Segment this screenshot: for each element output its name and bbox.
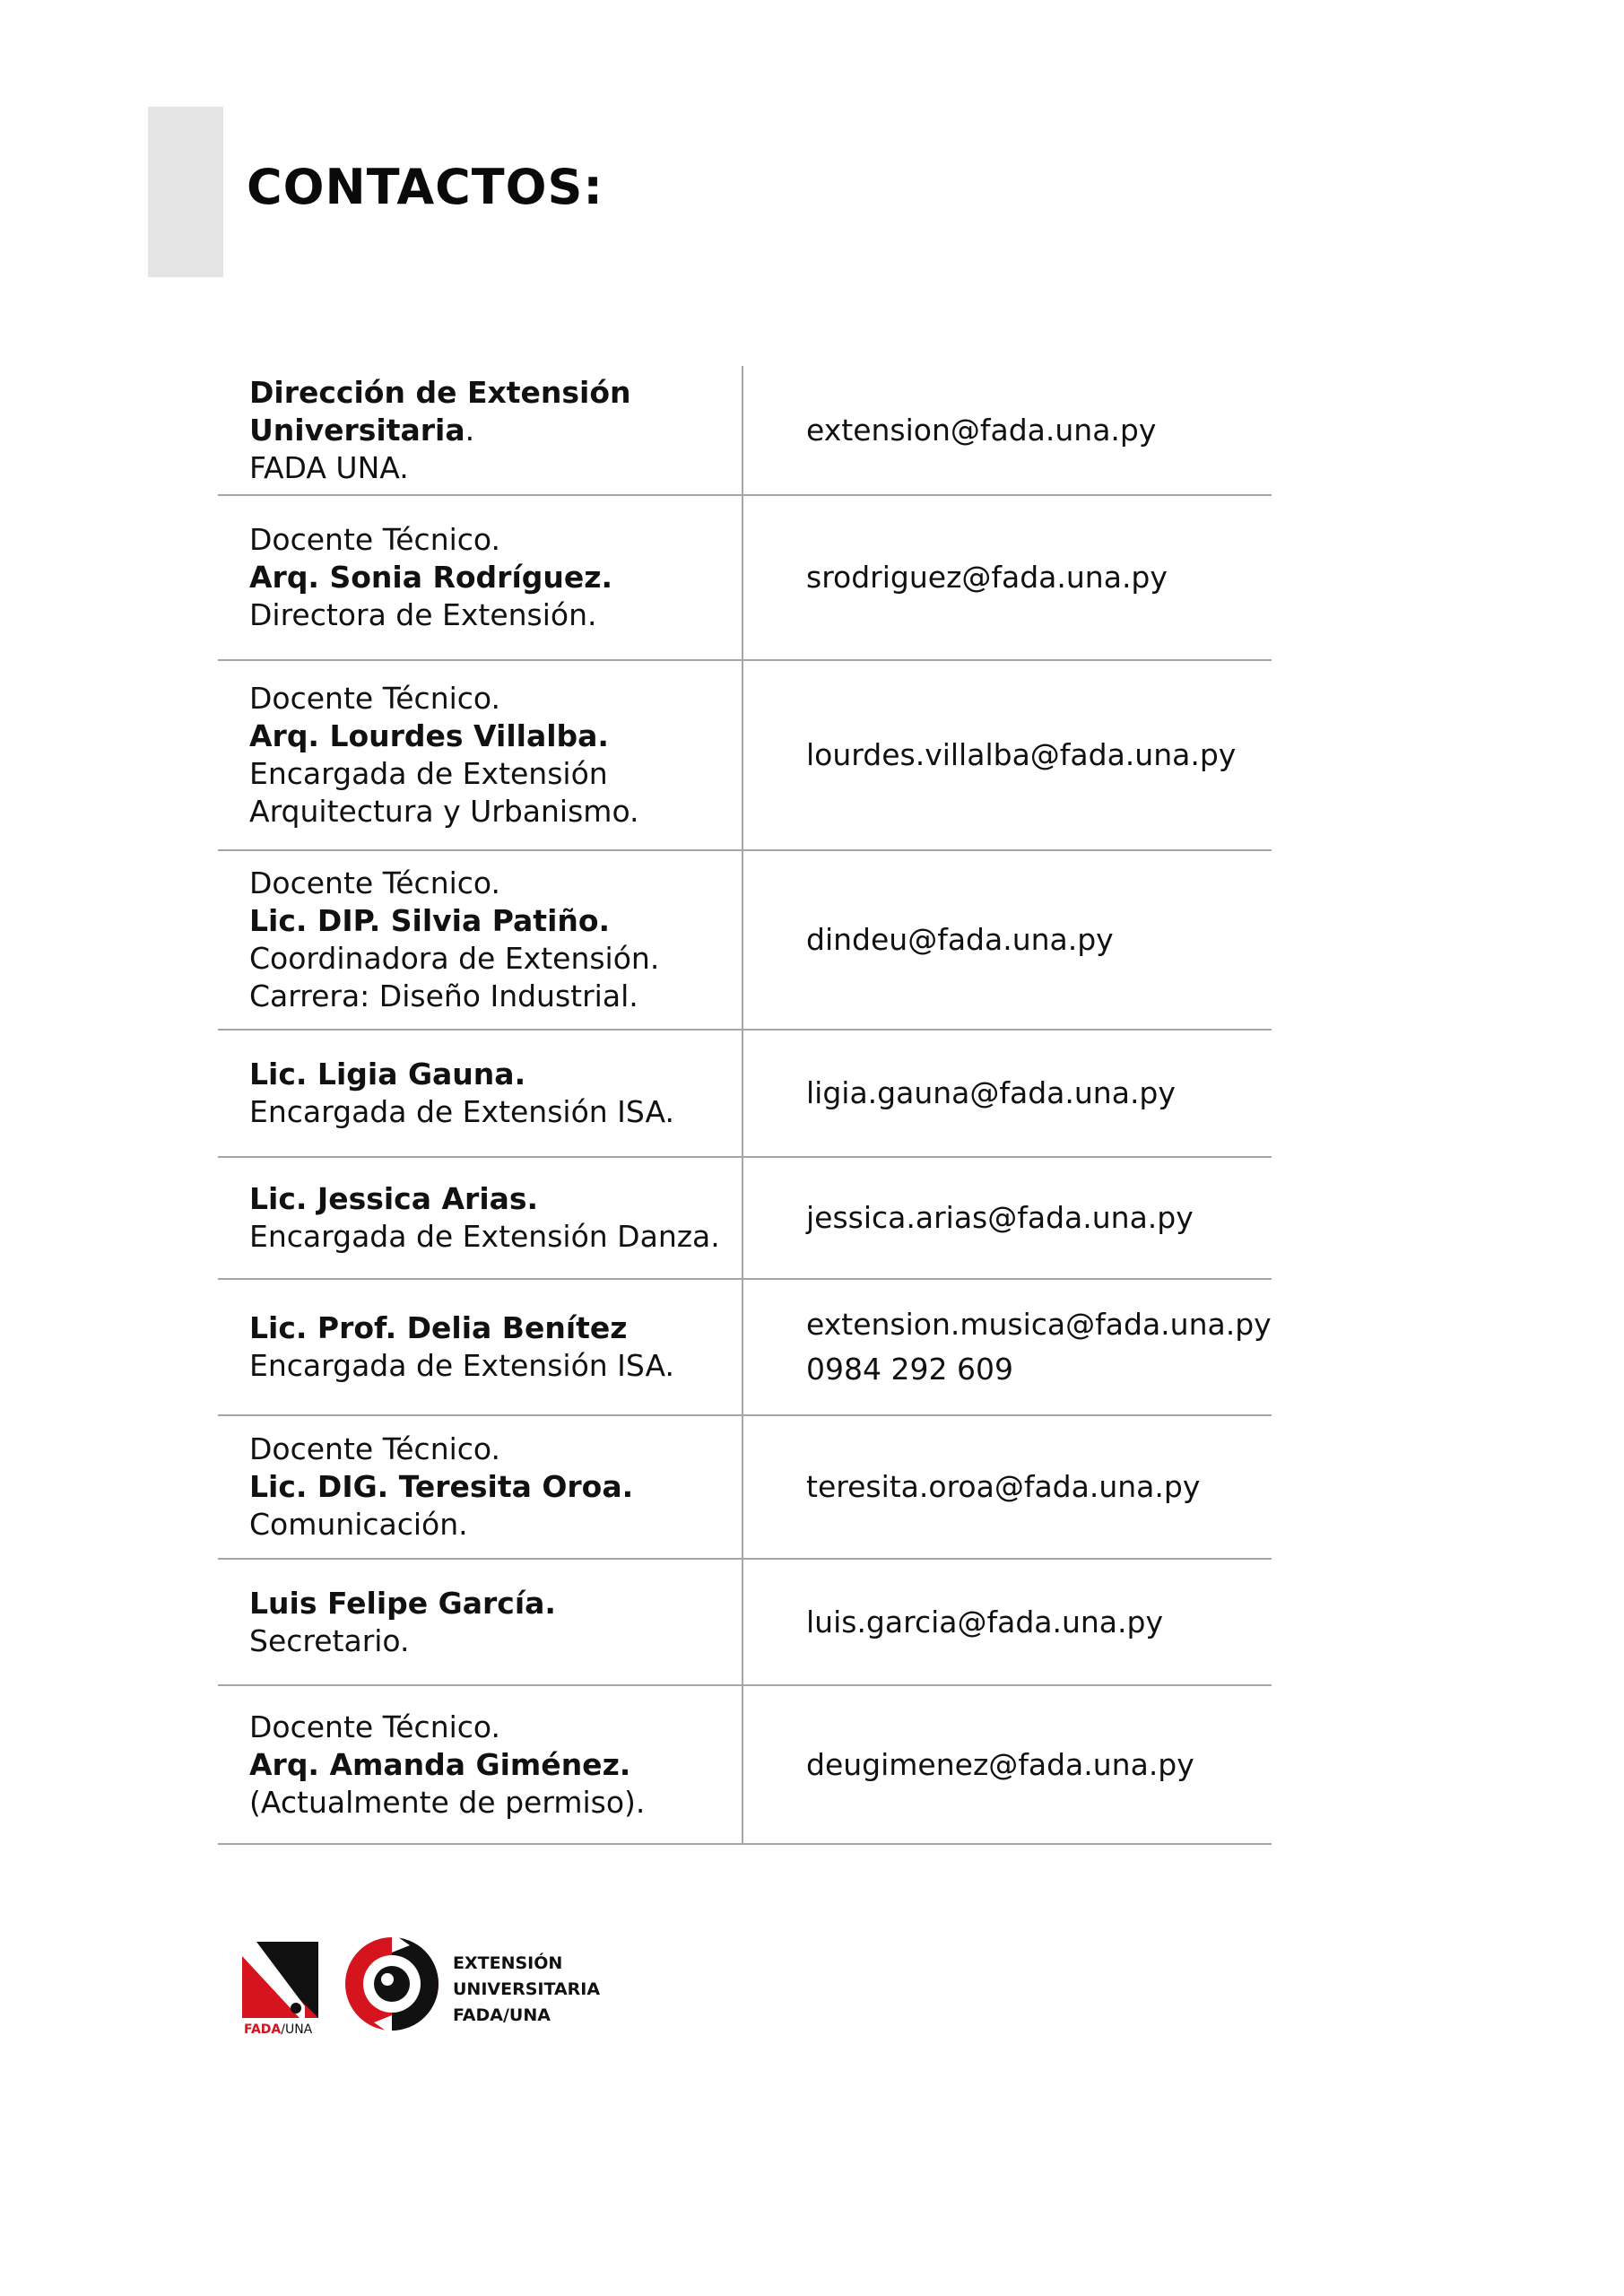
contact-line: Lic. Ligia Gauna.	[249, 1057, 526, 1091]
contact-row	[218, 1158, 1272, 1280]
contact-line: Docente Técnico.	[249, 1431, 501, 1466]
contact-email[interactable]: ligia.gauna@fada.una.py	[806, 1075, 1176, 1110]
extension-logo-icon	[343, 1933, 441, 2036]
contact-email[interactable]: lourdes.villalba@fada.una.py	[806, 737, 1237, 772]
contact-email-cell	[743, 1280, 1272, 1414]
contact-name-cell	[218, 366, 743, 494]
contact-row	[218, 1280, 1272, 1416]
contact-line: (Actualmente de permiso).	[249, 1784, 646, 1820]
contact-line: Lic. Jessica Arias.	[249, 1181, 539, 1216]
contact-line: Dirección de Extensión	[249, 374, 631, 410]
contact-line: Lic. DIP. Silvia Patiño.	[249, 903, 611, 938]
contact-line: Lic. DIG. Teresita Oroa.	[249, 1469, 634, 1504]
contact-email-cell	[743, 851, 1272, 1029]
contact-line: Encargada de Extensión ISA.	[249, 1348, 674, 1383]
contact-line: Lic. Prof. Delia Benítez	[249, 1310, 628, 1345]
contact-name-cell	[218, 661, 743, 849]
contact-line: Encargada de Extensión	[249, 756, 608, 791]
contact-email[interactable]: extension.musica@fada.una.py	[806, 1307, 1272, 1342]
eu-line-1: EXTENSIÓN	[453, 1953, 563, 1973]
contact-line: Docente Técnico.	[249, 1709, 501, 1744]
contact-line: Coordinadora de Extensión.	[249, 941, 660, 976]
contact-line: Secretario.	[249, 1622, 410, 1658]
contact-line: Docente Técnico.	[249, 865, 501, 900]
contact-email-cell	[743, 1158, 1272, 1278]
contact-email[interactable]: dindeu@fada.una.py	[806, 922, 1114, 957]
contact-line: FADA UNA.	[249, 449, 409, 485]
contact-line: Arq. Sonia Rodríguez.	[249, 560, 612, 595]
contact-name-cell	[218, 1031, 743, 1156]
title-accent-bar	[148, 107, 223, 277]
contact-line: Directora de Extensión.	[249, 597, 597, 632]
contact-line: Docente Técnico.	[249, 522, 501, 557]
contact-email[interactable]: deugimenez@fada.una.py	[806, 1746, 1194, 1782]
eu-line-3: FADA/UNA	[453, 2005, 551, 2025]
contact-line: Universitaria.	[249, 412, 475, 448]
contact-name-cell	[218, 1686, 743, 1843]
contact-name-cell	[218, 496, 743, 659]
contact-row	[218, 1031, 1272, 1158]
extension-logo-text	[453, 1951, 600, 2029]
contact-name-cell	[218, 1158, 743, 1278]
contact-email[interactable]: extension@fada.una.py	[806, 412, 1157, 448]
page-title: CONTACTOS:	[247, 159, 604, 215]
contact-name-cell	[218, 1416, 743, 1558]
contact-line: Encargada de Extensión ISA.	[249, 1094, 674, 1129]
contact-email[interactable]: teresita.oroa@fada.una.py	[806, 1469, 1201, 1504]
contact-email-cell	[743, 496, 1272, 659]
contact-line: Encargada de Extensión Danza.	[249, 1219, 720, 1254]
contact-email[interactable]: jessica.arias@fada.una.py	[806, 1200, 1194, 1235]
eu-line-2: UNIVERSITARIA	[453, 1979, 601, 1999]
contact-row	[218, 366, 1272, 496]
contact-line: Arq. Lourdes Villalba.	[249, 718, 609, 753]
contact-line: Arq. Amanda Giménez.	[249, 1746, 631, 1782]
contacts-table	[218, 366, 1272, 1845]
contact-row	[218, 496, 1272, 661]
contact-row	[218, 1416, 1272, 1560]
contact-email-cell	[743, 1560, 1272, 1684]
contact-email-cell	[743, 661, 1272, 849]
contact-line: Arquitectura y Urbanismo.	[249, 794, 639, 829]
contact-row	[218, 1560, 1272, 1686]
contact-email-cell	[743, 1416, 1272, 1558]
fada-label: FADA/UNA	[244, 2022, 313, 2037]
contact-line: Comunicación.	[249, 1507, 468, 1542]
contact-email-cell	[743, 1031, 1272, 1156]
contact-row	[218, 661, 1272, 851]
contact-row	[218, 851, 1272, 1031]
contact-email-cell	[743, 1686, 1272, 1843]
contact-row	[218, 1686, 1272, 1845]
contact-line: Docente Técnico.	[249, 681, 501, 716]
contact-name-cell	[218, 1280, 743, 1414]
contact-line: Luis Felipe García.	[249, 1585, 556, 1621]
contact-line: Carrera: Diseño Industrial.	[249, 978, 638, 1013]
contact-email[interactable]: srodriguez@fada.una.py	[806, 560, 1168, 595]
contact-name-cell	[218, 851, 743, 1029]
contact-phone[interactable]: 0984 292 609	[806, 1352, 1013, 1387]
contact-email[interactable]: luis.garcia@fada.una.py	[806, 1604, 1163, 1639]
contact-name-cell	[218, 1560, 743, 1684]
contact-email-cell	[743, 366, 1272, 494]
